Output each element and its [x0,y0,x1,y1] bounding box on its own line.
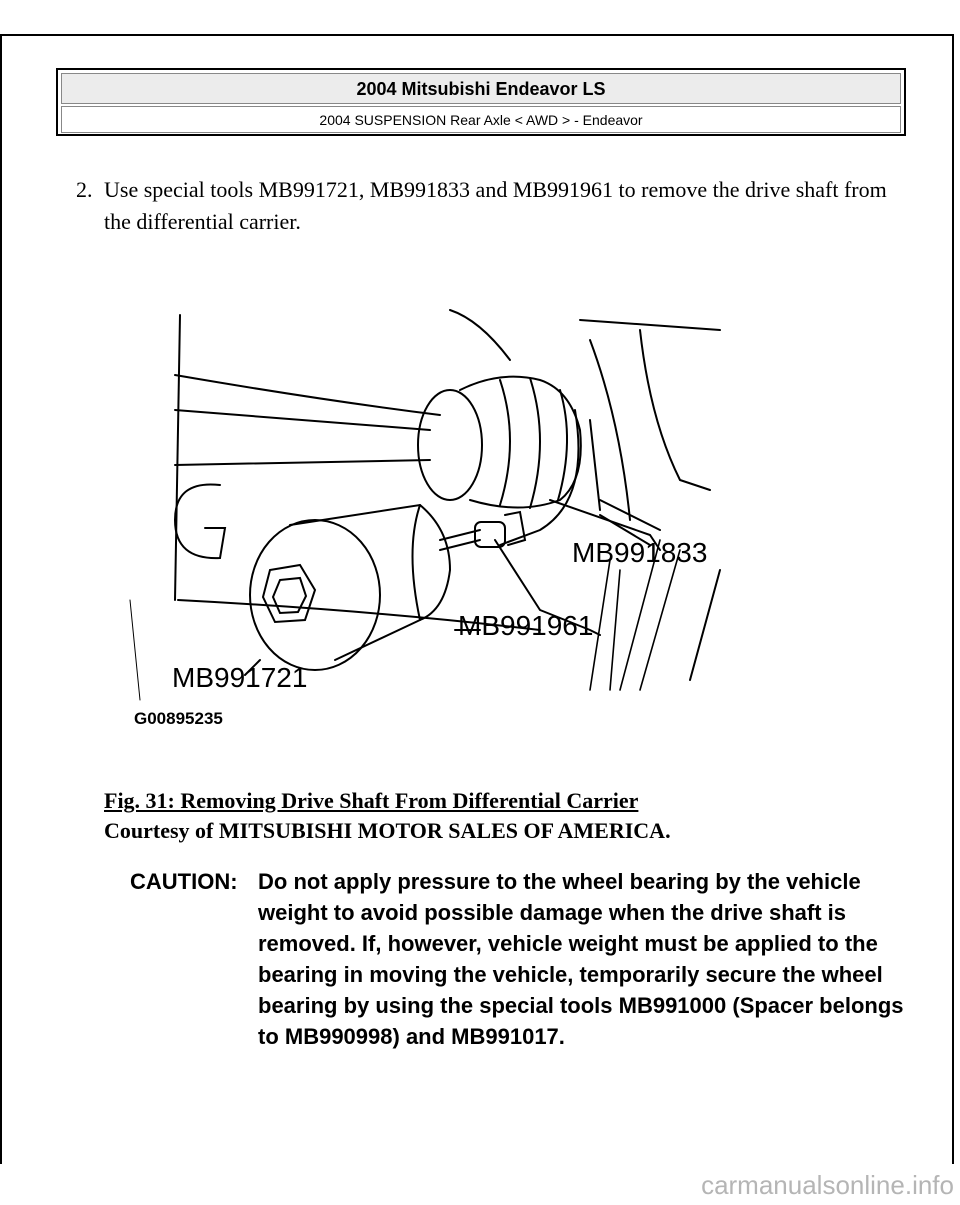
label-mb991721: MB991721 [172,662,308,693]
caution-text: Do not apply pressure to the wheel bearing by the vehicle weight to avoid possible damage when the drive shaft is removed. If, however, vehicle weight must be applied to the bearing in moving the vehicle, temporarily secure the wheel bearing by using the special tools MB991000 (Spacer belongs to MB990998) and MB991017. [258,869,904,1049]
figure-caption [104,786,671,846]
caution-note [130,866,910,1052]
figure-title: Fig. 31: Removing Drive Shaft From Differential Carrier [104,788,639,813]
label-mb991833: MB991833 [572,537,708,568]
figure-courtesy: Courtesy of MITSUBISHI MOTOR SALES OF AMERICA. [104,818,671,843]
footer-watermark: carmanualsonline.info [701,1170,954,1200]
caution-label: CAUTION: [130,869,238,894]
drive-shaft-removal-figure [120,300,760,730]
figure-code: G00895235 [134,709,223,728]
document-title: 2004 Mitsubishi Endeavor LS [61,73,901,104]
step-text: Use special tools MB991721, MB991833 and MB991961 to remove the drive shaft from the differential carrier. [104,177,887,234]
procedure-step [76,174,906,238]
document-header [56,68,906,136]
document-subtitle: 2004 SUSPENSION Rear Axle < AWD > - Endeavor [61,106,901,133]
step-number: 2. [76,177,93,202]
label-mb991961: MB991961 [458,610,594,641]
